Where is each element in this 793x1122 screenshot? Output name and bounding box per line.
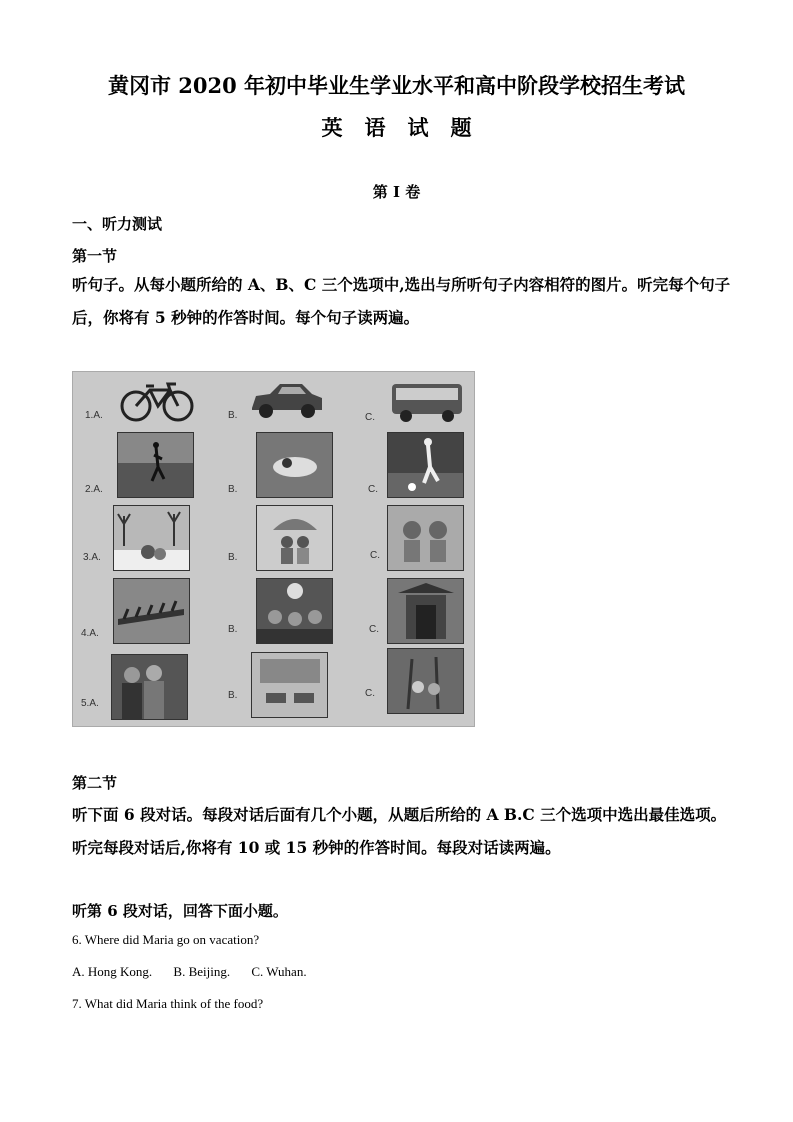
row2-c-label: C.	[368, 484, 378, 495]
question-7: 7. What did Maria think of the food?	[72, 996, 264, 1011]
part-two-instructions: 听下面 6 段对话。每段对话后面有几个小题，从题后所给的 A B.C 三个选项中选出最佳选项。听完每段对话后,你将有 10 或 15 秒钟的作答时间。每段对话读两遍。	[72, 805, 727, 857]
row3-a-label: 3.A.	[83, 552, 101, 563]
row2-a-label: 2.A.	[85, 484, 103, 495]
tree-planting-photo	[387, 648, 464, 714]
row3-c-label: C.	[370, 550, 380, 561]
part-one-heading: 第一节	[72, 247, 118, 265]
snowy-winter-photo	[113, 505, 190, 571]
question-6-options	[72, 964, 325, 980]
row5-a-label: 5.A.	[81, 698, 99, 709]
part-two-heading: 第二节	[72, 774, 118, 792]
soccer-player-photo	[387, 432, 464, 498]
dialog-six-heading: 听第 6 段对话，回答下面小题。	[72, 902, 288, 920]
cartoon-kids-photo	[387, 505, 464, 571]
row2-b-label: B.	[228, 484, 238, 495]
runner-on-beach-photo	[117, 432, 194, 498]
volume-heading: 第 I 卷	[372, 183, 421, 201]
row4-a-label: 4.A.	[81, 628, 99, 639]
option-c: C. Wuhan.	[251, 964, 307, 979]
option-a: A. Hong Kong.	[72, 964, 153, 979]
section-heading-listening: 一、听力测试	[72, 215, 163, 233]
part-one-instructions: 听句子。从每小题所给的 A、B、C 三个选项中,选出与所听句子内容相符的图片。听完每个句子后，你将有 5 秒钟的作答时间。每个句子读两遍。	[72, 275, 731, 327]
row5-b-label: B.	[228, 690, 238, 701]
exam-title: 黄冈市 2020 年初中毕业生学业水平和高中阶段学校招生考试	[107, 73, 686, 98]
row1-c-label: C.	[365, 412, 375, 423]
family-moon-photo	[256, 578, 333, 644]
row3-b-label: B.	[228, 552, 238, 563]
girls-under-umbrella-photo	[256, 505, 333, 571]
row4-c-label: C.	[369, 624, 379, 635]
bus-icon	[388, 376, 466, 424]
dragon-boat-photo	[113, 578, 190, 644]
row5-c-label: C.	[365, 688, 375, 699]
family-group-photo	[111, 654, 188, 720]
row4-b-label: B.	[228, 624, 238, 635]
spring-couplet-door-photo	[387, 578, 464, 644]
classroom-photo	[251, 652, 328, 718]
car-icon	[248, 374, 326, 422]
exam-subject: 英语试题	[321, 115, 494, 140]
bicycle-icon	[118, 376, 196, 424]
swimmer-photo	[256, 432, 333, 498]
option-b: B. Beijing.	[173, 964, 231, 979]
question-6: 6. Where did Maria go on vacation?	[72, 932, 260, 947]
picture-options-figure	[72, 371, 475, 727]
row1-b-label: B.	[228, 410, 238, 421]
row1-a-label: 1.A.	[85, 410, 103, 421]
